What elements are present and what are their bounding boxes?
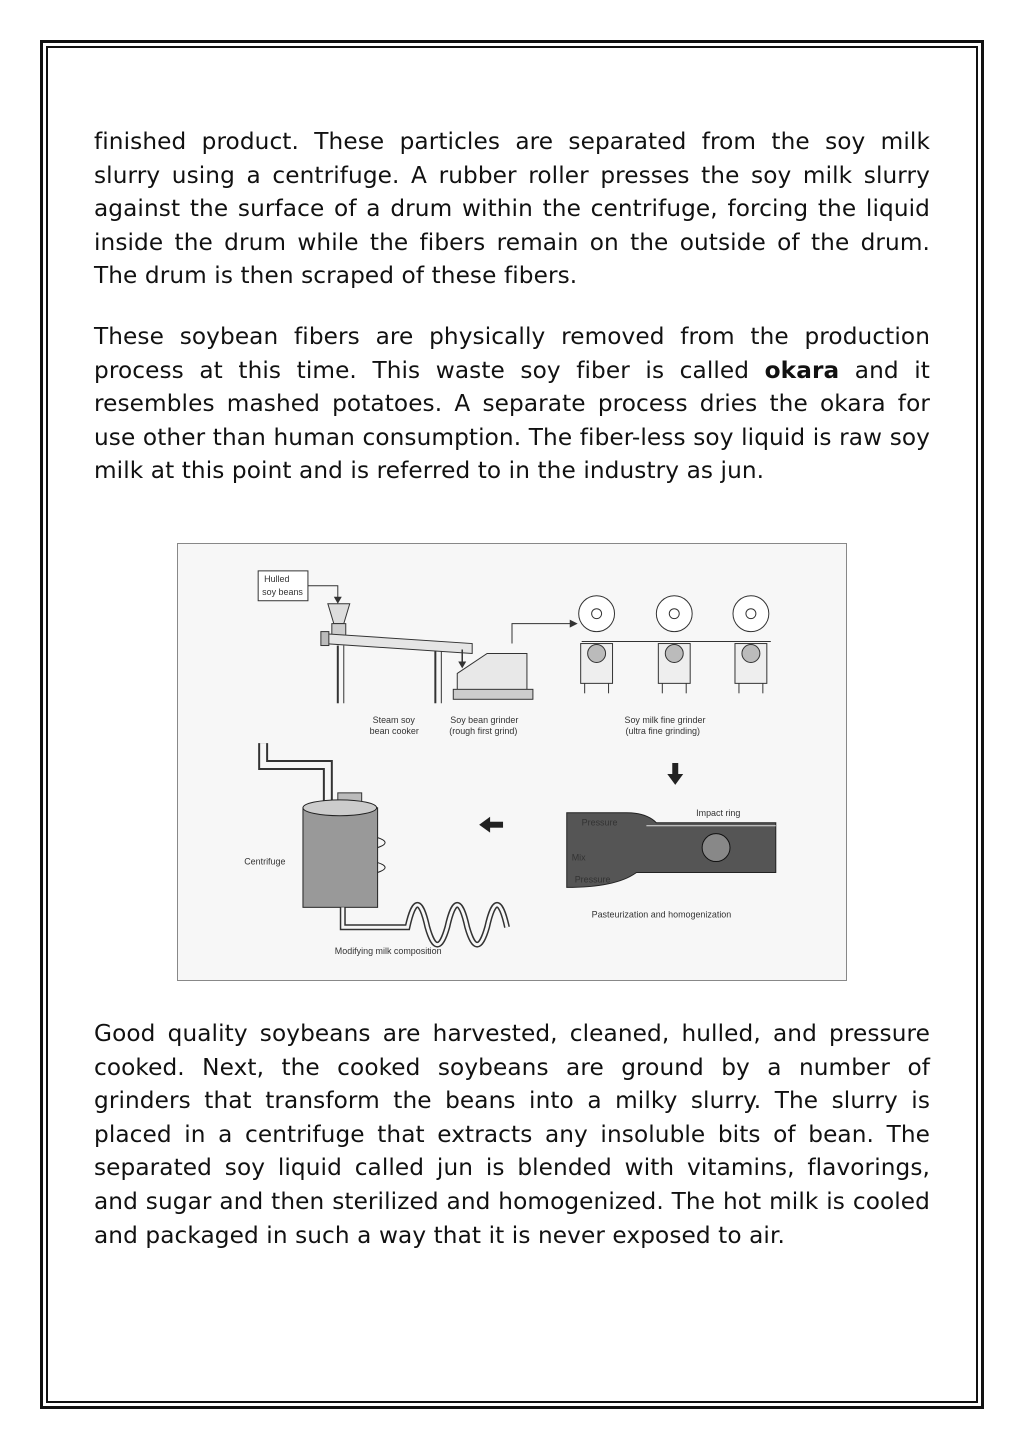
centrifuge-inlet-pipe-inner bbox=[263, 743, 328, 803]
pressure-label-2: Pressure bbox=[574, 874, 611, 885]
fine-grinder-3 bbox=[733, 596, 769, 694]
pressure-label: Pressure bbox=[581, 817, 618, 828]
paragraph-2-after: and it resembles mashed potatoes. A separate process dries the okara for use other than human consumption. The fiber-less soy liquid is raw soy milk at this point and is referred to in the industry as jun. bbox=[94, 356, 930, 485]
centrifuge-body bbox=[303, 808, 378, 908]
paragraph-2 bbox=[94, 320, 930, 488]
fine-grinder-2 bbox=[656, 596, 692, 694]
grinder-label-2: (rough first grind) bbox=[449, 726, 518, 737]
left-arrow-head bbox=[479, 817, 490, 833]
drop-arrowhead bbox=[458, 661, 466, 668]
impact-ring-shape bbox=[702, 834, 730, 862]
hulled-label-1: Hulled bbox=[264, 573, 290, 584]
pasteurization-label: Pasteurization and homogenization bbox=[591, 909, 732, 920]
hulled-arrowhead bbox=[334, 597, 342, 604]
cooker-conveyor bbox=[323, 634, 472, 654]
spin-arrow-2 bbox=[378, 863, 385, 873]
hopper bbox=[328, 604, 350, 624]
grinder-label-1: Soy bean grinder bbox=[450, 715, 519, 726]
rough-grinder-body bbox=[457, 653, 527, 693]
paragraph-1: finished product. These particles are separated from the soy milk slurry using a centrifuge. A rubber roller presses the soy milk slurry against the surface of a drum within the centrifuge, forcing the liquid inside the drum while the fibers remain on the outside of the drum. The drum is then scraped of these fibers. bbox=[94, 128, 930, 290]
paragraph-3: Good quality soybeans are harvested, cleaned, hulled, and pressure cooked. Next, the cooked soybeans are ground by a number of grinders that transform the beans into a milky slurry. The slurry is placed in a centrifuge that extracts any insoluble bits of bean. The separated soy liquid called jun is blended with vitamins, flavorings, and sugar and then sterilized and homogenized. The hot milk is cooled and packaged in such a way that it is never exposed to air. bbox=[94, 1020, 930, 1249]
rough-grinder-base bbox=[453, 689, 533, 699]
paragraph-2-before: These soybean fibers are physically removed from the production process at this time. This waste soy fiber is called bbox=[94, 323, 930, 384]
down-arrow-head bbox=[667, 774, 683, 785]
cooker-label-2: bean cooker bbox=[369, 726, 419, 737]
fine-grinder-label-2: (ultra fine grinding) bbox=[625, 726, 700, 737]
fine-grinder-label-1: Soy milk fine grinder bbox=[624, 715, 706, 726]
okara-term: okara bbox=[764, 356, 840, 384]
soy-milk-process-diagram bbox=[177, 543, 847, 981]
down-arrow-shaft bbox=[672, 763, 678, 775]
modifying-label: Modifying milk composition bbox=[334, 946, 442, 957]
conveyor-end bbox=[321, 632, 329, 646]
grinder-to-fine-arrow bbox=[570, 620, 578, 628]
hulled-label-2: soy beans bbox=[262, 586, 303, 597]
diagram-svg bbox=[178, 544, 846, 980]
centrifuge-top bbox=[303, 800, 377, 816]
grinder-to-fine-line bbox=[512, 624, 572, 644]
spin-arrow-1 bbox=[378, 838, 385, 848]
cooker-label-1: Steam soy bbox=[372, 715, 415, 726]
impact-ring-label: Impact ring bbox=[696, 807, 741, 818]
centrifuge-label: Centrifuge bbox=[244, 856, 286, 867]
fine-grinder-1 bbox=[579, 596, 615, 694]
mix-label: Mix bbox=[571, 852, 586, 863]
left-arrow-shaft bbox=[489, 822, 503, 828]
hulled-arrow bbox=[308, 586, 338, 599]
centrifuge-inlet-pipe-outer bbox=[263, 743, 328, 803]
